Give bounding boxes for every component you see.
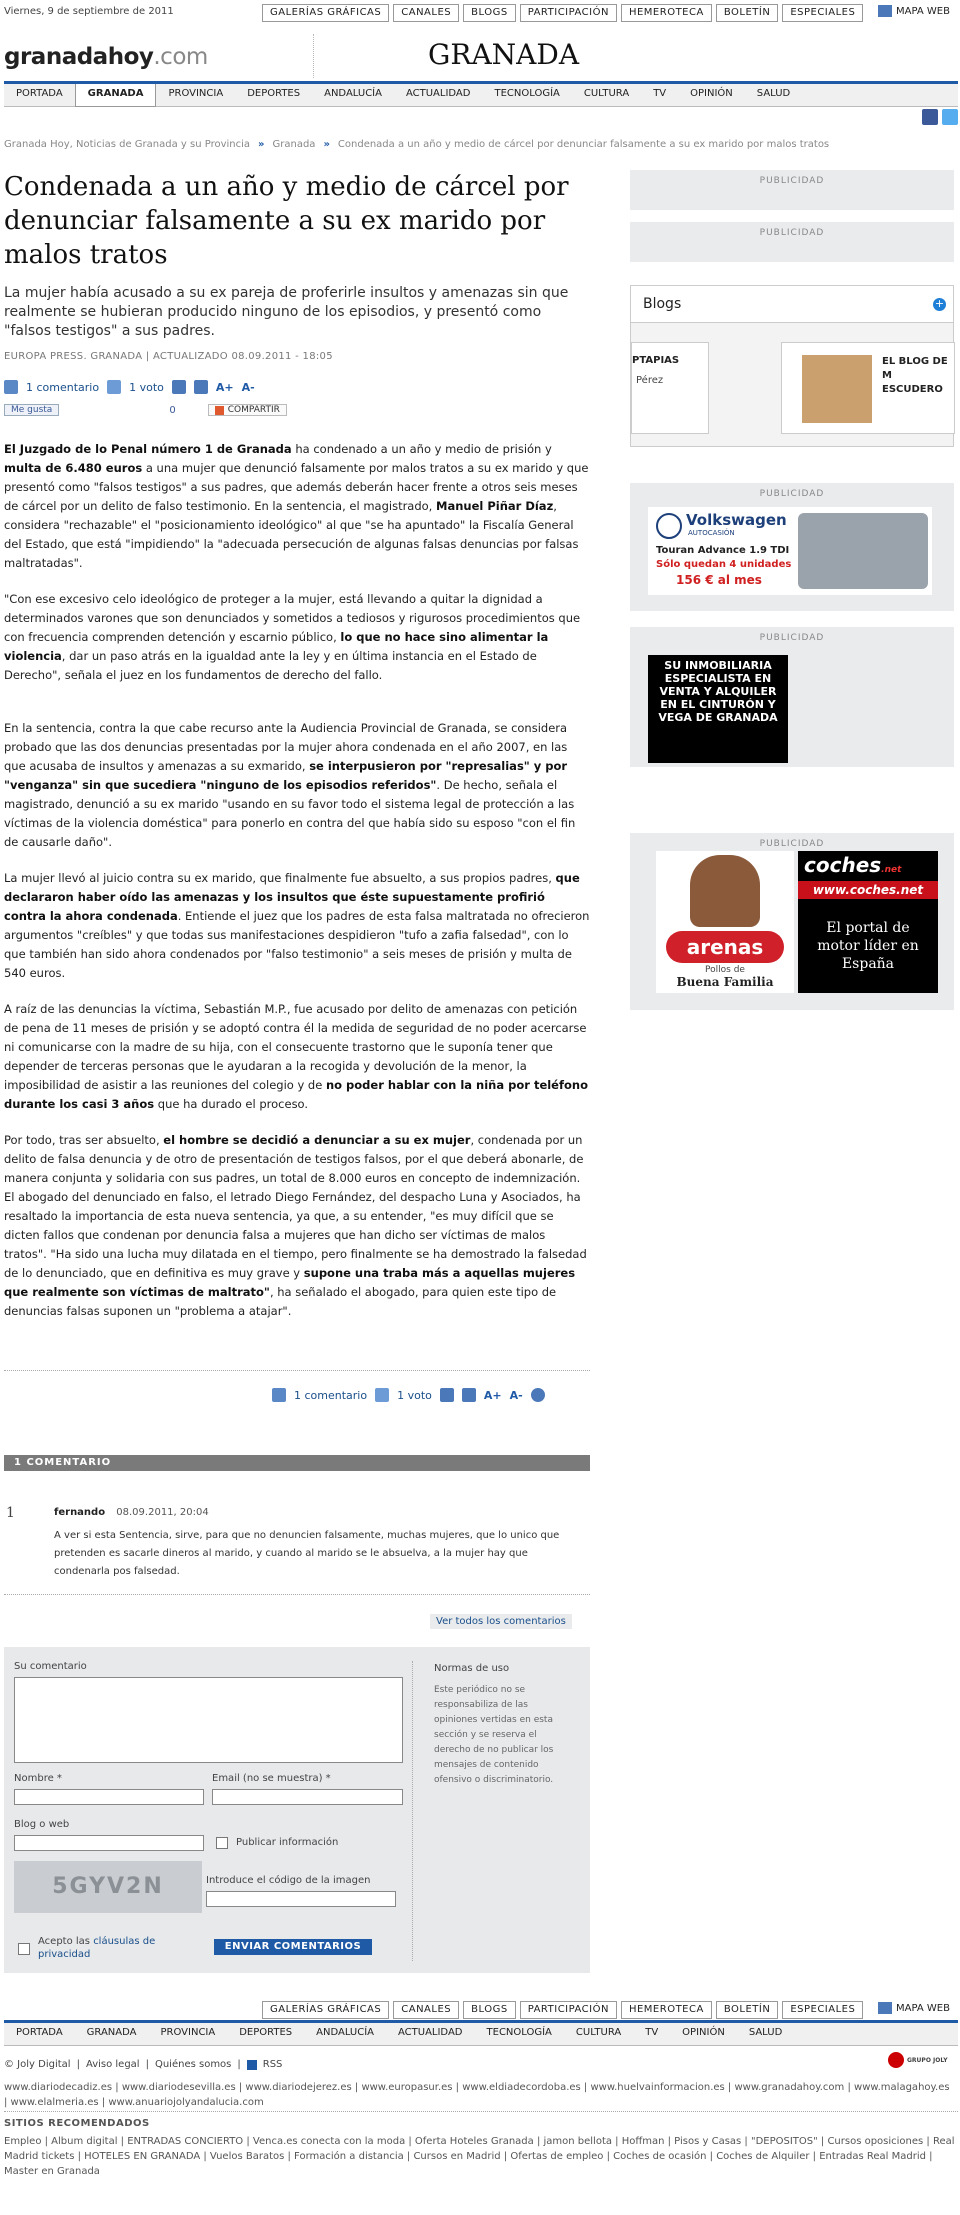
rss-link[interactable]: RSS: [262, 2059, 283, 2070]
footer-links: © Joly Digital | Aviso legal | Quiénes somos | RSS: [4, 2059, 283, 2070]
breadcrumb-arrow-icon: »: [323, 139, 330, 150]
email-input[interactable]: [212, 1789, 403, 1805]
body-divider: [4, 1370, 590, 1371]
coches-text: El portal de motor líder en España: [817, 920, 919, 972]
footer-nav-portada[interactable]: PORTADA: [16, 2027, 63, 2038]
ad-label: PUBLICIDAD: [759, 176, 825, 186]
comments-header: 1 COMENTARIO: [4, 1455, 590, 1471]
votes-count-bottom: 1 voto: [397, 1388, 432, 1402]
comments-divider: [4, 1594, 590, 1595]
footer-top-nav-blogs[interactable]: BLOGS: [463, 2001, 516, 2019]
date-text: Viernes, 9 de septiembre de 2011: [4, 6, 174, 17]
arenas-logo: arenas: [666, 931, 784, 963]
blog-label: Blog o web: [14, 1819, 70, 1830]
site-logo[interactable]: granadahoy.com: [4, 44, 208, 70]
arenas-banner[interactable]: [656, 851, 794, 993]
breadcrumb: [4, 139, 829, 150]
blogs-widget: [630, 285, 954, 447]
comment-date: 08.09.2011, 20:04: [116, 1507, 209, 1518]
social-bar: [4, 402, 590, 418]
footer-divider: [4, 2111, 958, 2112]
share-button[interactable]: COMPARTIR: [208, 404, 287, 416]
top-nav-especiales[interactable]: ESPECIALES: [782, 4, 863, 22]
font-increase-button-bottom[interactable]: A+: [483, 1388, 502, 1402]
article-paragraph: "Con ese excesivo celo ideológico de proteger a la mujer, está llevando a quitar la dignidad a determinados varones que son denunciados y sometidos a tediosos y rigurosos procedimientos que con frecuencia comprenden detención y escarnio público, lo que no hace sino alimentar la violencia, dar un paso atrás en la igualdad ante la ley y en última instancia en el Estado de Derecho", señala el juez en los fundamentos de derecho del fallo.: [4, 592, 581, 682]
votes-count: 1 voto: [129, 380, 164, 394]
captcha-input[interactable]: [206, 1891, 396, 1907]
footer-mapa-web-link[interactable]: MAPA WEB: [878, 2002, 950, 2014]
article-paragraph: El Juzgado de lo Penal número 1 de Granada ha condenado a un año y medio de prisión y multa de 6.480 euros a una mujer que denunció falsamente por malos tratos a su ex marido y que presentó como "falsos testigos" a sus padres, que además deberán hacer frente a otros seis meses de cárcel por un delito de falso testimonio. En la sentencia, el magistrado, Manuel Piñar Díaz, considera "rechazable" el "posicionamiento ideológico" al que "se ha apuntado" la Fiscalía General del Estado, que está "impidiendo" la "adecuada persecución de algunas falsas denuncias por falsas maltratadas".: [4, 442, 589, 570]
comment-meta: [54, 1507, 209, 1518]
font-decrease-button-bottom[interactable]: A-: [509, 1388, 523, 1402]
grupo-joly-icon: [888, 2052, 904, 2068]
footer-top-nav-especiales[interactable]: ESPECIALES: [782, 2001, 863, 2019]
footer-nav-tecnologia[interactable]: TECNOLOGÍA: [486, 2027, 552, 2038]
blog-input[interactable]: [14, 1835, 204, 1851]
view-all-comments-link[interactable]: Ver todos los comentarios: [430, 1614, 572, 1629]
comments-count-link[interactable]: 1 comentario: [26, 380, 100, 394]
group-sites[interactable]: www.diariodecadiz.es | www.diariodesevilla.es | www.diariodejerez.es | www.europasur.es | www.eldiadecordoba.es | www.huelvainformacion.es | www.granadahoy.com | www.malagahoy.es | www.elalmeria.es | www.anuariojolyandalucia.com: [4, 2082, 950, 2108]
blog-card-b[interactable]: [781, 342, 955, 434]
share-icon: [215, 406, 224, 415]
blog-card-a[interactable]: [631, 342, 709, 434]
car-image: [798, 513, 928, 589]
vw-offer: Sólo quedan 4 unidades: [656, 559, 792, 570]
bottom-toolbar: [272, 1388, 545, 1402]
recommended-title: SITIOS RECOMENDADOS: [4, 2118, 150, 2129]
email-label: Email (no se muestra) *: [212, 1773, 331, 1784]
arenas-tagline-2: Buena Familia: [676, 975, 774, 989]
footer-main-nav: [4, 2020, 958, 2046]
footer-nav-deportes[interactable]: DEPORTES: [239, 2027, 293, 2038]
sitemap-icon: [878, 2002, 892, 2014]
quienes-somos-link[interactable]: Quiénes somos: [154, 2059, 232, 2070]
vw-price: 156 € al mes: [676, 573, 762, 587]
footer-nav-granada[interactable]: GRANADA: [86, 2027, 137, 2038]
blogger-avatar: [802, 355, 872, 423]
like-button[interactable]: Me gusta: [4, 404, 59, 416]
font-increase-button[interactable]: A+: [215, 380, 234, 394]
nav-opinion[interactable]: OPINIÓN: [690, 88, 733, 99]
top-nav-blogs[interactable]: BLOGS: [463, 4, 516, 22]
copyright: © Joly Digital: [4, 2059, 71, 2070]
publish-label: Publicar información: [236, 1837, 339, 1848]
captcha-image: 5GYV2N: [14, 1861, 202, 1913]
privacy-link[interactable]: cláusulas de privacidad: [38, 1936, 156, 1960]
ad-volkswagen: [630, 483, 954, 611]
footer-nav-actualidad[interactable]: ACTUALIDAD: [398, 2027, 463, 2038]
footer-top-nav-galerias[interactable]: GALERÍAS GRÁFICAS: [262, 2001, 389, 2019]
comment-textarea[interactable]: [14, 1677, 403, 1763]
article-paragraph: En la sentencia, contra la que cabe recurso ante la Audiencia Provincial de Granada, se considera probado que las dos denuncias presentadas por la mujer ahora condenada en el año 2007, en las que acusaba de insultos y amenazas a su exmarido, se interpusieron por "represalias" y por "venganza" sin que sucediera "ninguno de los episodios referidos". De hecho, señala el magistrado, denunció a su ex marido "usando en su favor todo el sistema legal de protección a las víctimas de la violencia doméstica" para ponerlo en contra del que había sido su esposo "con el fin de causarle daño".: [4, 721, 576, 849]
facebook-icon[interactable]: [922, 109, 938, 125]
footer-top-nav: [262, 2001, 863, 2019]
article-meta: EUROPA PRESS. GRANADA | ACTUALIZADO 08.09.2011 - 18:05: [4, 351, 333, 362]
comment-icon: [272, 1388, 286, 1402]
recommended-sites[interactable]: Empleo | Album digital | ENTRADAS CONCIERTO | Venca.es conecta con la moda | Oferta Hoteles Granada | jamon bellota | Hoffman | Pisos y Casas | "DEPOSITOS" | Cursos oposiciones | Real Madrid tickets | HOTELES EN GRANADA | Vuelos Baratos | Formación a distancia | Cursos en Madrid | Ofertas de empleo | Coches de ocasión | Coches de Alquiler | Entradas Real Madrid | Master en Granada: [4, 2136, 955, 2177]
nav-cultura[interactable]: CULTURA: [583, 88, 630, 99]
breadcrumb-home[interactable]: Granada Hoy, Noticias de Granada y su Provincia: [4, 139, 251, 150]
nav-deportes[interactable]: DEPORTES: [247, 88, 301, 99]
aviso-legal-link[interactable]: Aviso legal: [85, 2059, 140, 2070]
nav-tecnologia[interactable]: TECNOLOGÍA: [494, 88, 560, 99]
coches-url: www.coches.net: [798, 881, 938, 899]
name-label: Nombre *: [14, 1773, 62, 1784]
rss-icon[interactable]: [247, 2060, 257, 2070]
font-decrease-button[interactable]: A-: [241, 380, 255, 394]
article-title: Condenada a un año y medio de cárcel por denunciar falsamente a su ex marido por malos tratos: [4, 172, 569, 270]
vw-logo-icon: [656, 513, 682, 539]
mapa-web-link[interactable]: MAPA WEB: [878, 5, 950, 17]
rules-text: Este periódico no se responsabiliza de las opiniones vertidas en esta sección y se reserva el derecho de no publicar los mensajes de contenido ofensivo o discriminatorio.: [434, 1685, 554, 1785]
footer-nav-andalucia[interactable]: ANDALUCÍA: [316, 2027, 374, 2038]
accept-terms: Acepto las cláusulas de privacidad: [38, 1936, 156, 1960]
header-divider: [313, 34, 315, 78]
rss-icon[interactable]: [531, 1388, 545, 1402]
comment-author: fernando: [54, 1507, 106, 1518]
comment-label: Su comentario: [14, 1661, 87, 1672]
article-toolbar: [4, 380, 590, 394]
email-icon[interactable]: [440, 1388, 454, 1402]
breadcrumb-arrow-icon: »: [258, 139, 265, 150]
ad-inmobiliaria: [630, 627, 954, 767]
comment-icon: [4, 380, 18, 394]
blog-card-b-title: EL BLOG DE M ESCUDERO: [882, 356, 948, 395]
name-input[interactable]: [14, 1789, 204, 1805]
sitemap-icon: [878, 5, 892, 17]
vw-sub: AUTOCASIÓN: [688, 529, 735, 537]
breadcrumb-granada[interactable]: Granada: [272, 139, 316, 150]
top-nav-participacion[interactable]: PARTICIPACIÓN: [520, 4, 617, 22]
footer-nav-tv[interactable]: TV: [645, 2027, 659, 2038]
email-icon[interactable]: [172, 380, 186, 394]
article-paragraph: La mujer llevó al juicio contra su ex marido, que finalmente fue absuelto, a sus propios padres, que declararon haber oído las amenazas y los insultos que éste supuestamente profirió contra la ahora condenada. Entiende el juez que los padres de esta falsa maltratada no ofrecieron argumentos "creíbles" y que todas sus manifestaciones despidieron "tufo a zafia falsedad", con lo que también han sido ahora condenados por "falso testimonio" a seis meses de prisión y multa de 540 euros.: [4, 871, 590, 980]
ad-slot-2: [630, 222, 954, 262]
article-paragraph: Por todo, tras ser absuelto, el hombre se decidió a denunciar a su ex mujer, condenada por un delito de falsa denuncia y de otro de presentación de testigos falsos, por el que deberá abonarle, de manera conjunta y solidaria con sus padres, un total de 8.000 euros en concepto de indemnización. El abogado del denunciado en falso, el letrado Diego Fernández, del despacho Luna y Asociados, ha resaltado la importancia de esta nueva sentencia, ya que, a su entender, "es muy difícil que se dicten fallos que condenan por denuncia falsa a mujeres que han dicho ser víctimas de malos tratos". "Ha sido una lucha muy dilatada en el tiempo, pero finalmente se ha demostrado la falsedad de lo denunciado, que en definitiva es muy grave y supone una traba más a aquellas mujeres que realmente son víctimas de maltrato", ha señalado el abogado, para quien este tipo de denuncias falsas suponen un "problema a atajar".: [4, 1133, 587, 1318]
print-icon[interactable]: [462, 1388, 476, 1402]
blog-card-a-title: PTAPIAS: [632, 355, 680, 366]
top-bar: [0, 0, 960, 26]
twitter-icon[interactable]: [942, 109, 958, 125]
nav-portada[interactable]: PORTADA: [16, 88, 63, 99]
coches-logo: coches.net: [804, 853, 902, 877]
comments-count-link-bottom[interactable]: 1 comentario: [294, 1388, 368, 1402]
blogs-header: [631, 286, 953, 323]
nav-tv[interactable]: TV: [653, 88, 667, 99]
vw-banner[interactable]: [648, 507, 932, 595]
top-nav-hemeroteca[interactable]: HEMEROTECA: [621, 4, 712, 22]
section-title: GRANADA: [428, 38, 580, 71]
nav-provincia[interactable]: PROVINCIA: [168, 88, 224, 99]
vw-brand: Volkswagen: [686, 511, 787, 529]
footer-nav-cultura[interactable]: CULTURA: [575, 2027, 622, 2038]
comment-text: A ver si esta Sentencia, sirve, para que no denuncien falsamente, muchas mujeres, que lo unico que pretenden es sacarle dineros al marido, y cuando al marido se le absuelva, a la mujer hay que condenarla pos falsedad.: [54, 1530, 560, 1577]
submit-comment-button[interactable]: ENVIAR COMENTARIOS: [214, 1939, 372, 1955]
article-paragraph: A raíz de las denuncias la víctima, Sebastián M.P., fue acusado por delito de amenazas con petición de pena de 11 meses de prisión y se adoptó contra él la medida de seguridad de no poder acercarse ni comunicarse con la madre de su hija, con el consecuente trastorno que le suponía tener que depender de terceras personas que le ayudaran a la recogida y devolución de la menor, la imposibilidad de asistir a las reuniones del colegio y de no poder hablar con la niña por teléfono durante los casi 3 años que ha durado el proceso.: [4, 1002, 588, 1111]
top-nav-galerias[interactable]: GALERÍAS GRÁFICAS: [262, 4, 389, 22]
article-lead: La mujer había acusado a su ex pareja de proferirle insultos y amenazas sin que realmente se hubieran producido ninguno de los episodios, y presentó como "falsos testigos" a sus padres.: [4, 285, 569, 339]
publish-checkbox[interactable]: [216, 1837, 228, 1849]
nav-salud[interactable]: SALUD: [756, 88, 791, 99]
nav-andalucia[interactable]: ANDALUCÍA: [324, 88, 382, 99]
footer-top-nav-hemeroteca[interactable]: HEMEROTECA: [621, 2001, 712, 2019]
blog-card-a-author: Pérez: [636, 375, 664, 386]
article-body: [4, 440, 590, 1321]
ad-label: PUBLICIDAD: [759, 489, 825, 499]
nav-granada[interactable]: GRANADA: [75, 84, 157, 107]
comment-form: [4, 1647, 590, 1973]
rules-title: Normas de uso: [434, 1663, 510, 1674]
coches-banner[interactable]: [798, 851, 938, 993]
nav-actualidad[interactable]: ACTUALIDAD: [405, 88, 471, 99]
footer-nav-provincia[interactable]: PROVINCIA: [160, 2027, 216, 2038]
main-nav: [4, 81, 958, 107]
form-divider: [412, 1661, 413, 1961]
comment-number: 1: [6, 1505, 15, 1521]
ad-slot-1: [630, 170, 954, 210]
top-nav: [262, 4, 863, 22]
like-count: 0: [169, 404, 176, 416]
inmobiliaria-banner[interactable]: SU INMOBILIARIA ESPECIALISTA EN VENTA Y ALQUILER EN EL CINTURÓN Y VEGA DE GRANADA: [648, 655, 788, 763]
footer-nav-salud[interactable]: SALUD: [748, 2027, 783, 2038]
grupo-joly-logo: GRUPO JOLY: [888, 2052, 948, 2068]
footer-top-nav-canales[interactable]: CANALES: [393, 2001, 459, 2019]
rooster-image: [690, 855, 760, 927]
accept-checkbox[interactable]: [18, 1943, 30, 1955]
footer-top-nav-boletin[interactable]: BOLETÍN: [716, 2001, 778, 2019]
print-icon[interactable]: [194, 380, 208, 394]
ad-label: PUBLICIDAD: [759, 839, 825, 849]
footer-top-nav-participacion[interactable]: PARTICIPACIÓN: [520, 2001, 617, 2019]
ad-label: PUBLICIDAD: [759, 228, 825, 238]
ad-arenas-coches: [630, 833, 954, 1010]
captcha-label: Introduce el código de la imagen: [206, 1875, 371, 1886]
ad-label: PUBLICIDAD: [759, 633, 825, 643]
vw-model: Touran Advance 1.9 TDI: [656, 545, 790, 556]
plus-icon[interactable]: +: [934, 297, 945, 310]
article: [4, 170, 590, 1338]
top-nav-canales[interactable]: CANALES: [393, 4, 459, 22]
thumbs-up-icon[interactable]: [107, 380, 121, 394]
breadcrumb-current: Condenada a un año y medio de cárcel por denunciar falsamente a su ex marido por malos tratos: [337, 139, 830, 150]
blogs-title: Blogs: [643, 296, 682, 312]
thumbs-up-icon[interactable]: [375, 1388, 389, 1402]
footer-nav-opinion[interactable]: OPINIÓN: [682, 2027, 725, 2038]
arenas-tagline-1: Pollos de: [705, 965, 745, 975]
top-nav-boletin[interactable]: BOLETÍN: [716, 4, 778, 22]
